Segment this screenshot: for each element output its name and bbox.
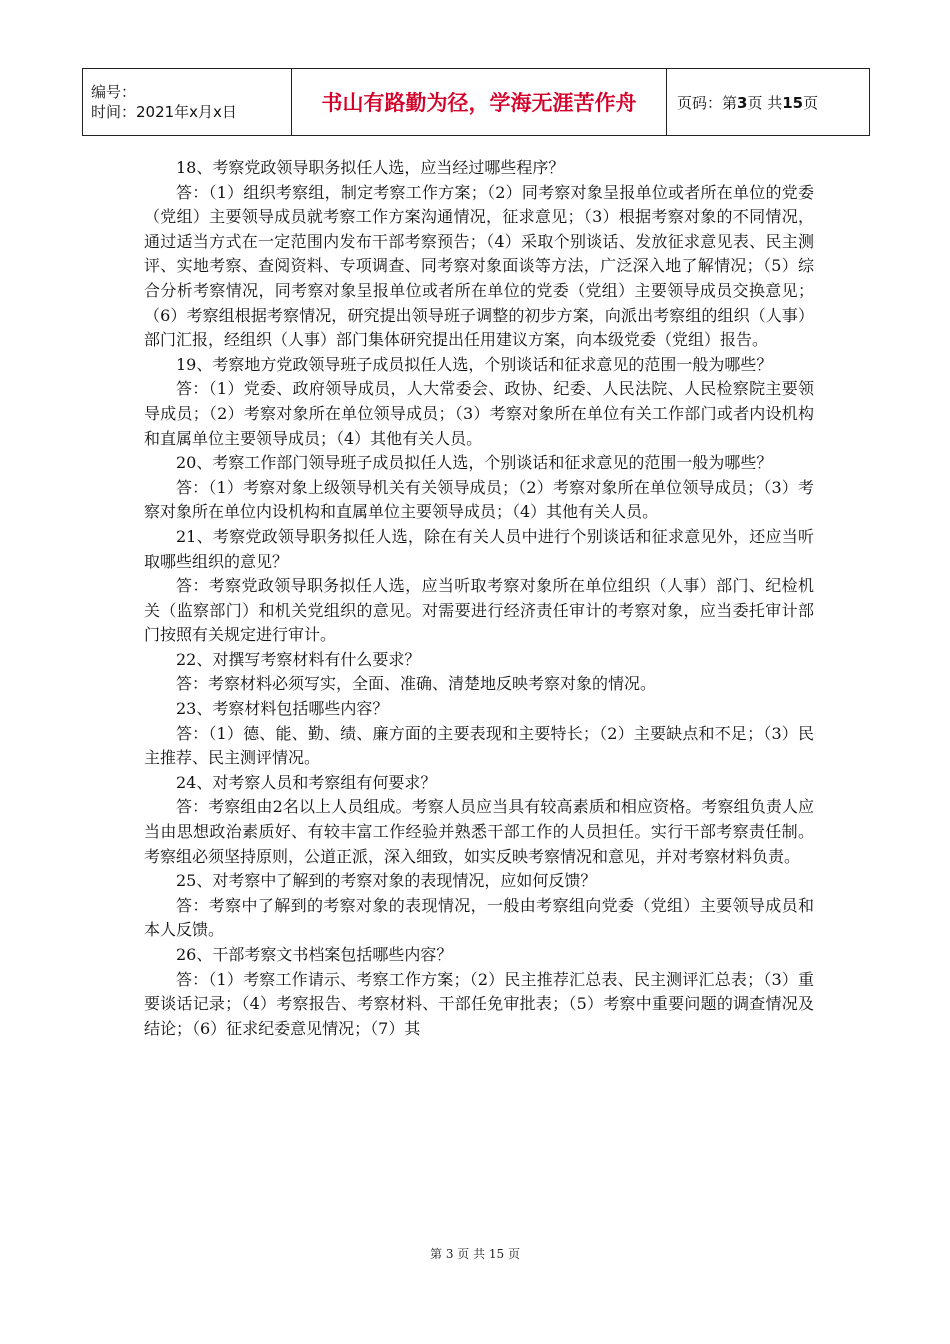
header-meta: [83, 69, 292, 136]
paragraph: 18、考察党政领导职务拟任人选，应当经过哪些程序？: [176, 158, 565, 177]
paragraph: 答：考察中了解到的考察对象的表现情况，一般由考察组向党委（党组）主要领导成员和本人反馈。: [144, 895, 814, 940]
paragraph: 答：（1）德、能、勤、绩、廉方面的主要表现和主要特长；（2）主要缺点和不足；（3）民主推荐、民主测评情况。: [144, 723, 814, 768]
paragraph: 答：（1）考察工作请示、考察工作方案；（2）民主推荐汇总表、民主测评汇总表；（3）重要谈话记录；（4）考察报告、考察材料、干部任免审批表；（5）考察中重要问题的调查情况及结论；（6）征求纪委意见情况；（7）其: [144, 969, 814, 1038]
paragraph: 26、干部考察文书档案包括哪些内容？: [176, 945, 453, 964]
paragraph: 答：（1）考察对象上级领导机关有关领导成员；（2）考察对象所在单位领导成员；（3）考察对象所在单位内设机构和直属单位主要领导成员；（4）其他有关人员。: [144, 477, 814, 522]
document-header: [82, 68, 870, 136]
paragraph: 答：（1）组织考察组，制定考察工作方案；（2）同考察对象呈报单位或者所在单位的党委（党组）主要领导成员就考察工作方案沟通情况，征求意见；（3）根据考察对象的不同情况，通过适当方式在一定范围内发布干部考察预告；（4）采取个别谈话、发放征求意见表、民主测评、实地考察、查阅资料、专项调查、同考察对象面谈等方法，广泛深入地了解情况；（5）综合分析考察情况，同考察对象呈报单位或者所在单位的党委（党组）主要领导成员交换意见；（6）考察组根据考察情况，研究提出领导班子调整的初步方案，向派出考察组的组织（人事）部门汇报，经组织（人事）部门集体研究提出任用建议方案，向本级党委（党组）报告。: [144, 182, 814, 350]
page-number: 3: [737, 93, 748, 112]
header-motto: 书山有路勤为径，学海无涯苦作舟: [292, 69, 667, 136]
page-suffix: 页: [803, 93, 819, 112]
paragraph: 答：考察党政领导职务拟任人选，应当听取考察对象所在单位组织（人事）部门、纪检机关（监察部门）和机关党组织的意见。对需要进行经济责任审计的考察对象，应当委托审计部门按照有关规定进行审计。: [144, 576, 814, 645]
document-date: 时间：2021年x月x日: [91, 103, 237, 121]
page-total: 15: [782, 93, 804, 112]
document-number-label: 编号：: [91, 83, 137, 101]
page-footer: 第 3 页 共 15 页: [430, 1247, 520, 1261]
page-prefix: 页码：第: [677, 93, 738, 112]
paragraph: 19、考察地方党政领导班子成员拟任人选，个别谈话和征求意见的范围一般为哪些？: [176, 354, 773, 374]
page-mid: 页 共: [747, 93, 783, 112]
paragraph: 21、考察党政领导职务拟任人选，除在有关人员中进行个别谈话和征求意见外，还应当听取哪些组织的意见？: [144, 526, 814, 571]
document-body: [144, 156, 814, 1041]
paragraph: 24、对考察人员和考察组有何要求？: [176, 772, 437, 792]
paragraph: 23、考察材料包括哪些内容？: [176, 699, 389, 719]
paragraph: 20、考察工作部门领导班子成员拟任人选，个别谈话和征求意见的范围一般为哪些？: [176, 453, 773, 473]
paragraph: 22、对撰写考察材料有什么要求？: [176, 649, 421, 669]
paragraph: 25、对考察中了解到的考察对象的表现情况，应如何反馈？: [176, 871, 597, 891]
paragraph: 答：（1）党委、政府领导成员，人大常委会、政协、纪委、人民法院、人民检察院主要领导成员；（2）考察对象所在单位领导成员；（3）考察对象所在单位有关工作部门或者内设机构和直属单位主要领导成员；（4）其他有关人员。: [144, 379, 814, 448]
paragraph: 答：考察材料必须写实，全面、准确、清楚地反映考察对象的情况。: [176, 674, 657, 694]
paragraph: 答：考察组由2名以上人员组成。考察人员应当具有较高素质和相应资格。考察组负责人应当由思想政治素质好、有较丰富工作经验并熟悉干部工作的人员担任。实行干部考察责任制。考察组必须坚持原则，公道正派，深入细致，如实反映考察情况和意见，并对考察材料负责。: [144, 797, 814, 866]
header-page-info: [667, 69, 870, 136]
